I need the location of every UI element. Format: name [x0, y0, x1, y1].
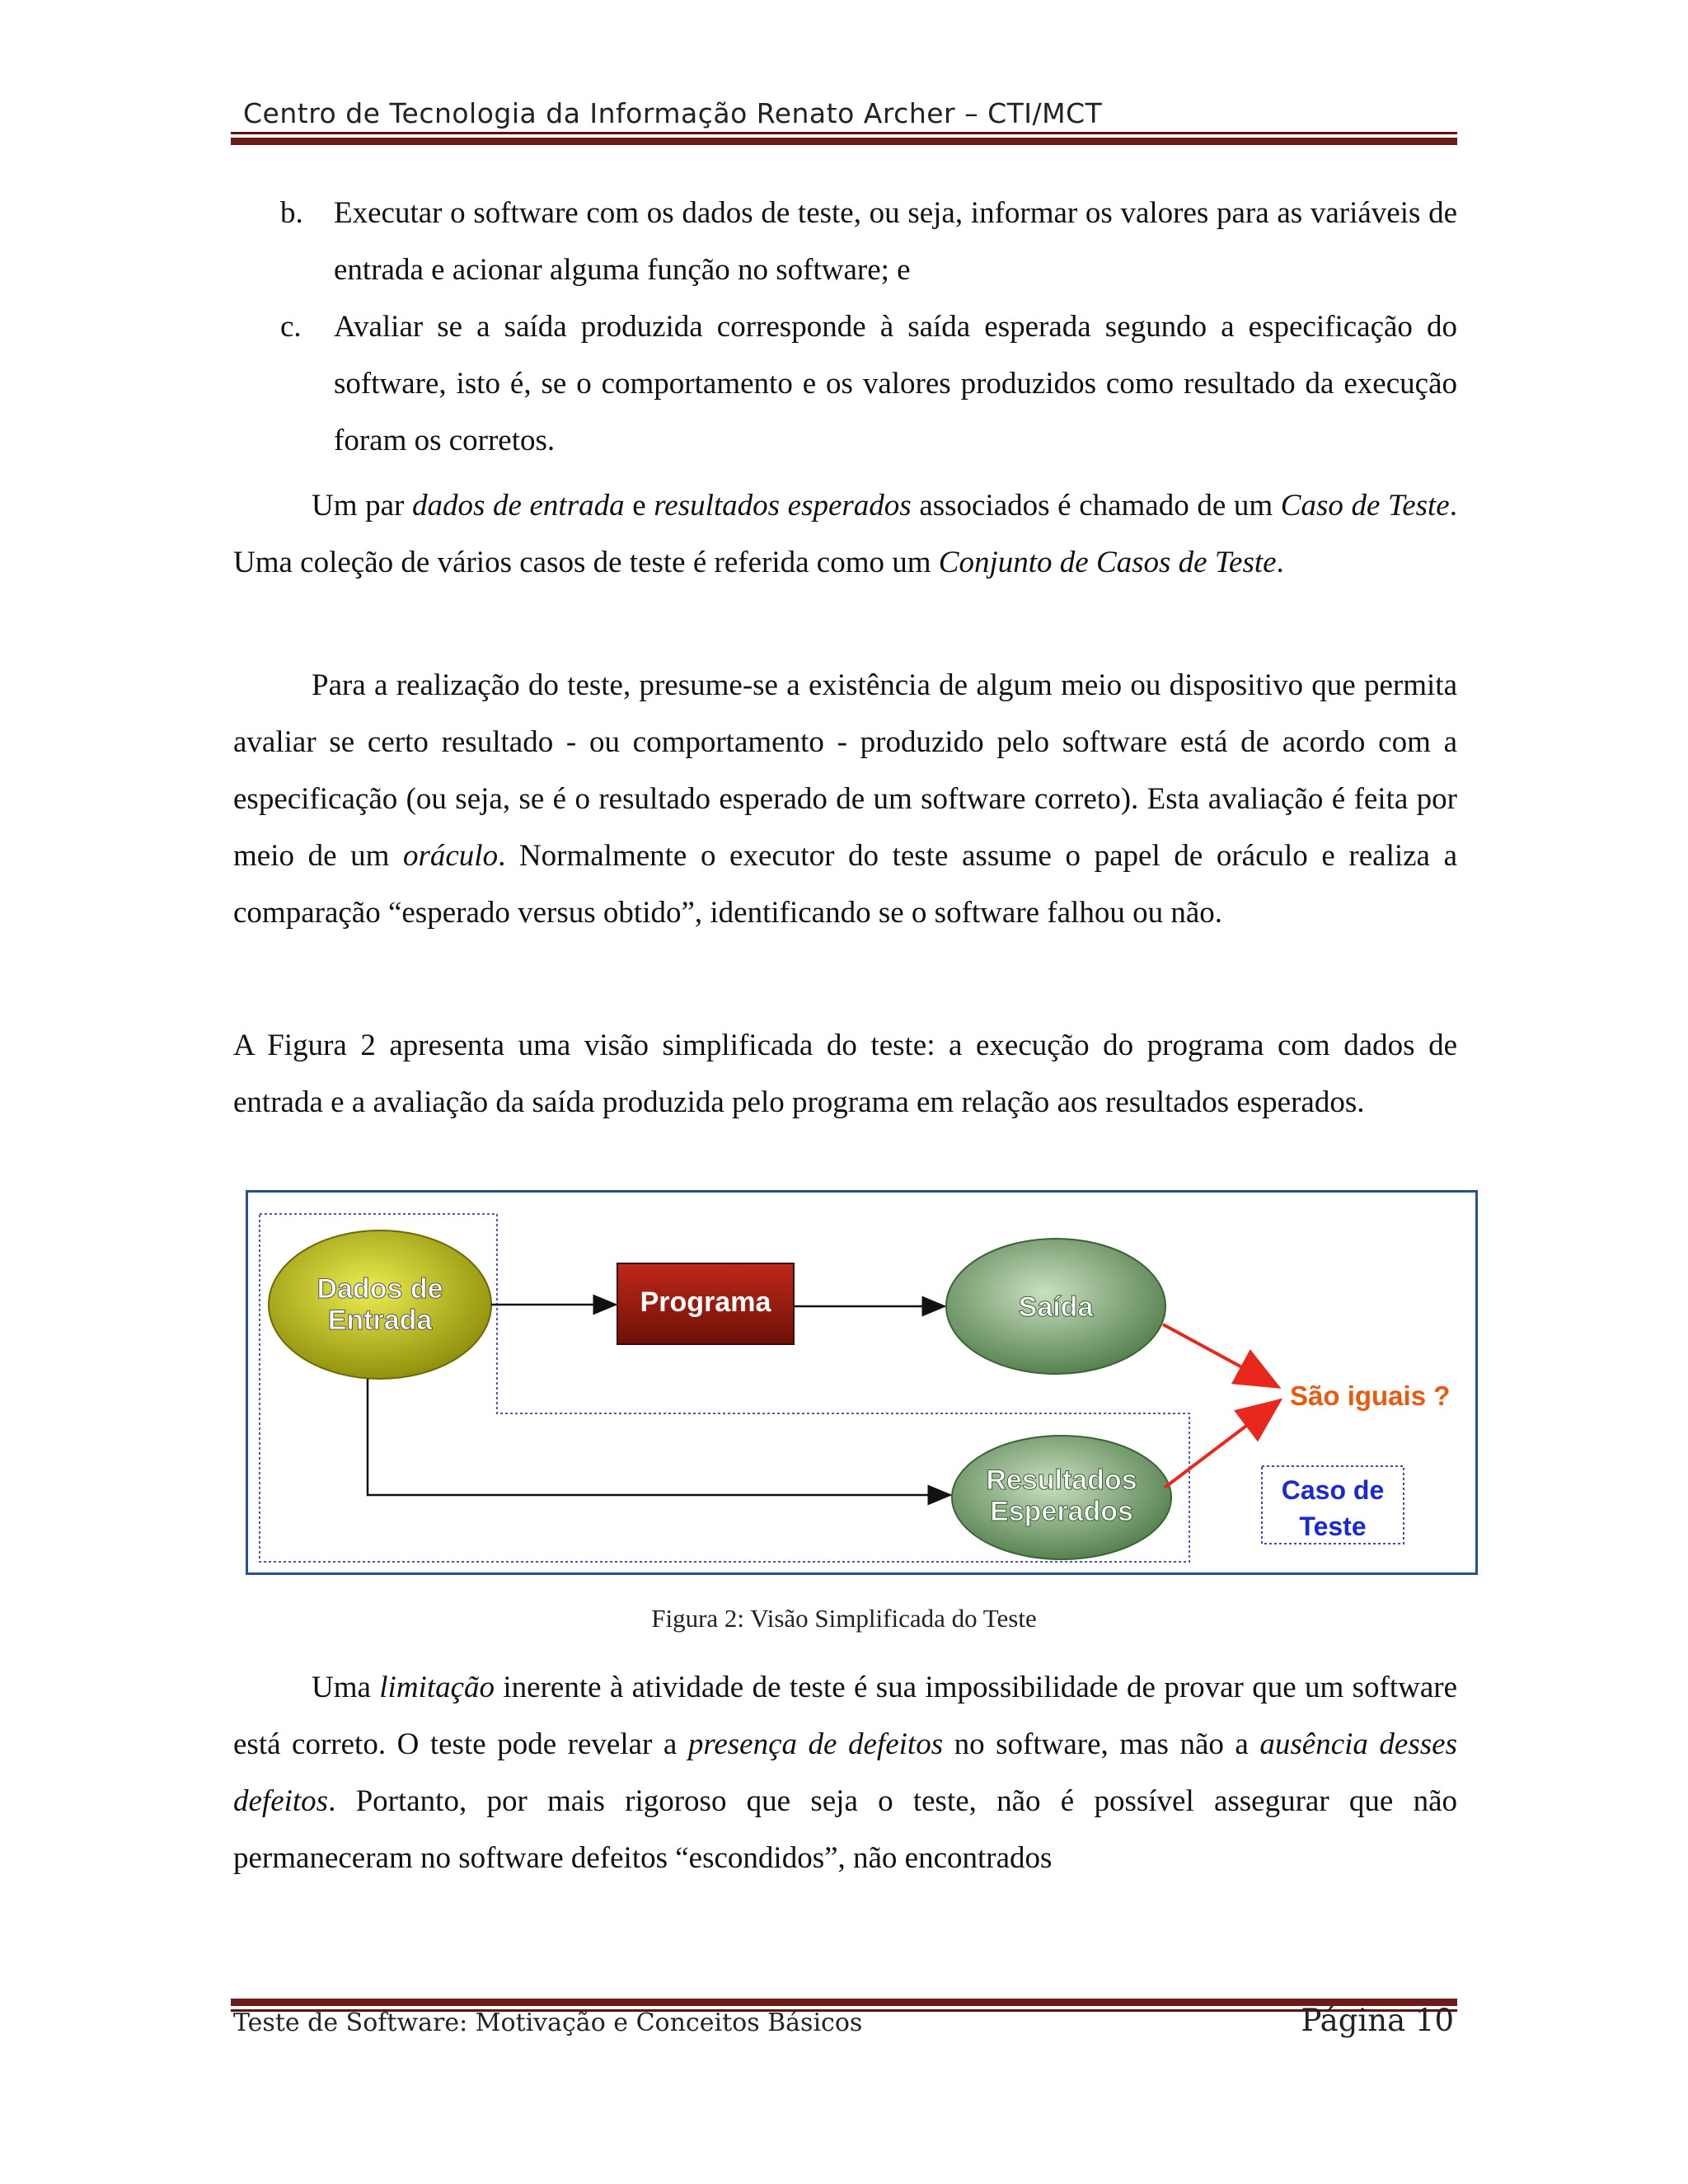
italic-term: Caso de Teste	[1280, 489, 1450, 523]
italic-term: resultados esperados	[654, 489, 912, 523]
text-run: Uma	[312, 1671, 380, 1704]
italic-term: dados de entrada	[411, 489, 625, 523]
saida-label: Saída	[1018, 1291, 1094, 1323]
sao-iguais-label: São iguais ?	[1290, 1380, 1451, 1411]
italic-term: Conjunto de Casos de Teste	[938, 546, 1277, 579]
page-number: Página 10	[1301, 2003, 1454, 2038]
text-run: A Figura 2 apresenta uma visão simplificada do teste: a execução do programa com dados de entrada e a avaliação da saída produzida pelo programa em relação aos resultados esperados.	[233, 1029, 1457, 1119]
arrow-resultados-comparacao	[1165, 1400, 1280, 1488]
text-run: inerente à atividade de teste é sua impossibilidade de provar que um software está correto. O teste pode revelar a	[233, 1671, 1457, 1761]
caso-label-line1: Caso de	[1281, 1475, 1385, 1505]
paragraph-caso-de-teste	[233, 477, 1457, 591]
arrow-saida-comparacao	[1163, 1324, 1278, 1387]
figure-frame	[246, 1190, 1478, 1575]
text-run: . Normalmente o executor do teste assume o papel de oráculo e realiza a comparação “esperado versus obtido”, identificando se o software falhou ou não.	[233, 839, 1457, 930]
paragraph-figura-intro	[233, 1017, 1457, 1131]
list-item	[280, 298, 1457, 469]
italic-term: ausência desses defeitos	[233, 1727, 1457, 1818]
text-run: associados é chamado de um	[911, 489, 1281, 523]
paragraph-limitacao	[233, 1659, 1457, 1886]
programa-label: Programa	[640, 1286, 771, 1318]
arrow-dados-resultados	[368, 1379, 950, 1495]
italic-term: presença de defeitos	[687, 1727, 944, 1761]
text-run: . Uma coleção de vários casos de teste é referida como um	[233, 489, 1457, 579]
italic-term: limitação	[379, 1671, 495, 1704]
resultados-label-line2: Esperados	[990, 1496, 1133, 1527]
list-marker: c.	[280, 310, 302, 344]
header-rule	[231, 132, 1457, 145]
caso-label-line2: Teste	[1299, 1511, 1367, 1541]
italic-term: oráculo	[402, 839, 499, 873]
paragraph-oraculo	[233, 657, 1457, 941]
list-item-text: Executar o software com os dados de teste, ou seja, informar os valores para as variáveis de entrada e acionar alguma função no software; e	[334, 196, 1457, 287]
text-run: Um par	[312, 489, 412, 523]
list-marker: b.	[280, 196, 303, 230]
figure-diagram	[248, 1193, 1475, 1572]
header-title: Centro de Tecnologia da Informação Renato Archer – CTI/MCT	[243, 97, 1103, 129]
text-run: . Portanto, por mais rigoroso que seja o teste, não é possível assegurar que não permaneceram no software defeitos “escondidos”, não encontrados	[233, 1784, 1457, 1875]
text-run: no software, mas não a	[943, 1727, 1260, 1761]
dados-label-line1: Dados de	[316, 1273, 443, 1305]
text-run: e	[624, 489, 654, 523]
footer-title: Teste de Software: Motivação e Conceitos Básicos	[233, 2008, 863, 2037]
dados-label-line2: Entrada	[327, 1305, 433, 1336]
list-item	[280, 185, 1457, 298]
text-run: Para a realização do teste, presume-se a existência de algum meio ou dispositivo que permita avaliar se certo resultado - ou comportamento - produzido pelo software está de acordo com a especificação (ou seja, se é o resultado esperado de um software correto). Esta avaliação é feita por meio de um	[233, 668, 1457, 873]
list-item-text: Avaliar se a saída produzida corresponde à saída esperada segundo a especificação do software, isto é, se o comportamento e os valores produzidos como resultado da execução foram os corretos.	[334, 310, 1457, 457]
figure-caption: Figura 2: Visão Simplificada do Teste	[651, 1604, 1037, 1633]
text-run: .	[1276, 546, 1284, 579]
resultados-label-line1: Resultados	[986, 1465, 1137, 1496]
